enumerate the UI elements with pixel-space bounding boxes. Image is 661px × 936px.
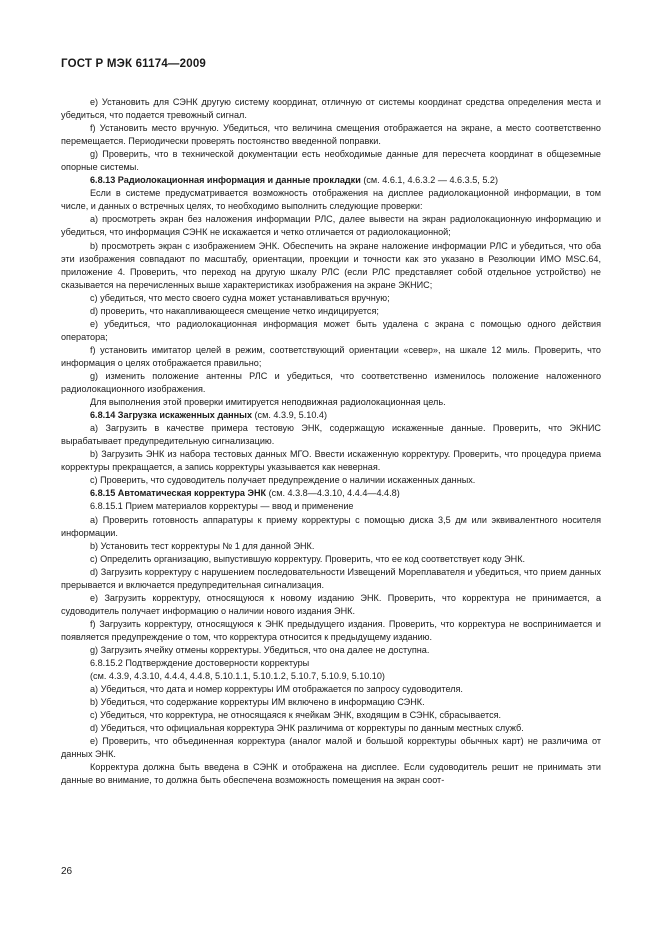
paragraph: 6.8.15.2 Подтверждение достоверности корректуры [90, 658, 310, 669]
page-number: 26 [61, 866, 73, 877]
paragraph: f) установить имитатор целей в режим, соответствующий ориентации «север», на шкале 12 миль. Проверить, что информация о целях отображается правильно; [61, 344, 601, 368]
paragraph: d) Убедиться, что официальная корректура ЭНК различима от корректуры по данным местных служб. [90, 723, 524, 734]
paragraph: c) убедиться, что место своего судна может устанавливаться вручную; [90, 292, 390, 303]
paragraph: c) Убедиться, что корректура, не относящаяся к ячейкам ЭНК, входящим в СЭНК, сбрасывается. [90, 710, 502, 721]
paragraph: g) Загрузить ячейку отмены корректуры. Убедиться, что она далее не доступна. [90, 644, 430, 655]
paragraph: a) Убедиться, что дата и номер корректуры ИМ отображается по запросу судоводителя. [90, 684, 463, 695]
paragraph: c) Проверить, что судоводитель получает предупреждение о наличии искаженных данных. [90, 475, 476, 486]
paragraph: 6.8.15.1 Прием материалов корректуры — ввод и применение [90, 501, 354, 512]
paragraph: a) просмотреть экран без наложения информации РЛС, далее вывести на экран радиолокационную информацию и убедиться, что информация СЭНК не искажается и четко отличается от радиолокационной; [61, 214, 601, 238]
paragraph: d) проверить, что накапливающееся смещение четко индицируется; [90, 305, 379, 316]
paragraph: c) Определить организацию, выпустившую корректуру. Проверить, что ее код соответствует коду ЭНК. [90, 553, 526, 564]
paragraph: e) Проверить, что объединенная корректура (аналог малой и большой корректуры обычных карт) не различима от данных ЭНК. [61, 736, 601, 760]
paragraph: (см. 4.3.9, 4.3.10, 4.4.4, 4.4.8, 5.10.1.1, 5.10.1.2, 5.10.7, 5.10.9, 5.10.10) [90, 671, 385, 682]
heading-title: 6.8.15 Автоматическая корректура ЭНК [90, 488, 267, 499]
section-heading [61, 487, 601, 500]
paragraph: b) Загрузить ЭНК из набора тестовых данных МГО. Ввести искаженную корректуру. Проверить, что процедура приема корректуры прекращается, а запись корректуры указывается как неверная. [61, 449, 601, 473]
heading-title: 6.8.14 Загрузка искаженных данных [90, 410, 252, 421]
paragraph: f) Загрузить корректуру, относящуюся к ЭНК предыдущего издания. Проверить, что корректура не воспринимается и появляется предупреждение о том, что корректура относится к предыдущему изданию. [61, 618, 601, 642]
paragraph: f) Установить место вручную. Убедиться, что величина смещения отображается на экране, а место соответственно перемещается. Периодически проверять постоянство введенной поправки. [61, 123, 601, 147]
paragraph: e) Установить для СЭНК другую систему координат, отличную от системы координат средства определения места и убедиться, что подается тревожный сигнал. [61, 97, 601, 121]
paragraph: g) изменить положение антенны РЛС и убедиться, что соответственно изменилось положение наложенного радиолокационного изображения. [61, 370, 601, 395]
paragraph: a) Загрузить в качестве примера тестовую ЭНК, содержащую искаженные данные. Проверить, что ЭКНИС вырабатывает предупредительную сигнализацию. [61, 423, 601, 447]
paragraph: Корректура должна быть введена в СЭНК и отображена на дисплее. Если судоводитель решит не принимать эти данные во внимание, то должна быть обеспечена возможность помещения на экран соот- [61, 762, 601, 786]
heading-title: 6.8.13 Радиолокационная информация и данные прокладки [90, 175, 361, 186]
paragraph: b) просмотреть экран с изображением ЭНК. Обеспечить на экране наложение информации РЛС и убедиться, что оба эти изображения совпадают по масштабу, ориентации, проекции и точности как это указано в Резолюции ИМО MSC.64, приложение 4. Проверить, что переход на другую шкалу РЛС (если РЛС представляет собой отдельное устройство) не сказывается на перечисленных выше характеристиках изображения на экране ЭКНИС; [61, 240, 601, 290]
standard-header: ГОСТ Р МЭК 61174—2009 [61, 58, 207, 70]
paragraph: b) Убедиться, что содержание корректуры ИМ включено в информацию СЭНК. [90, 697, 425, 708]
paragraph: b) Установить тест корректуры № 1 для данной ЭНК. [90, 540, 315, 551]
heading-reference: (см. 4.3.8—4.3.10, 4.4.4—4.4.8) [266, 488, 400, 499]
paragraph: Для выполнения этой проверки имитируется неподвижная радиолокационная цель. [90, 397, 446, 408]
paragraph: e) Загрузить корректуру, относящуюся к новому изданию ЭНК. Проверить, что корректура не принимается, а судоводитель получает информацию о наличии нового издания ЭНК. [61, 592, 601, 616]
document-body [61, 96, 601, 787]
heading-reference: (см. 4.6.1, 4.6.3.2 — 4.6.3.5, 5.2) [360, 175, 499, 186]
section-heading [61, 174, 601, 187]
paragraph: e) убедиться, что радиолокационная информация может быть удалена с экрана с помощью одного действия оператора; [61, 318, 601, 342]
section-heading [61, 409, 601, 422]
paragraph: Если в системе предусматривается возможность отображения на дисплее радиолокационной информации, в том числе, и данных о встречных целях, то необходимо выполнить следующие проверки: [61, 188, 601, 212]
paragraph: d) Загрузить корректуру с нарушением последовательности Извещений Мореплавателя и убедиться, что прием данных прерывается и включается предупредительная сигнализация. [61, 566, 601, 590]
paragraph: a) Проверить готовность аппаратуры к приему корректуры с помощью диска 3,5 дм или эквивалентного носителя информации. [61, 514, 601, 538]
paragraph: g) Проверить, что в технической документации есть необходимые данные для пересчета координат в общеземные опорные системы. [61, 149, 601, 173]
heading-reference: (см. 4.3.9, 5.10.4) [252, 410, 327, 421]
